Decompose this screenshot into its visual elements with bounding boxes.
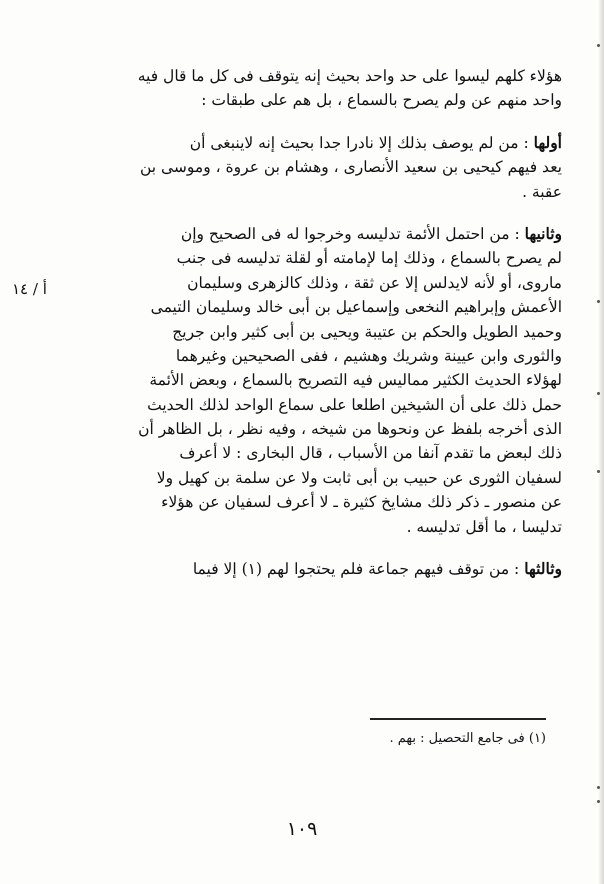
- main-text: [30, 64, 562, 581]
- text-line: يعد فيهم كيحيى بن سعيد الأنصارى ، وهشام بن عروة ، وموسى بن: [139, 158, 562, 177]
- text-line: عقبة .: [522, 182, 562, 201]
- text-line: عن منصور ـ ذكر ذلك مشايخ كثيرة ـ لا أعرف لسفيان عن هؤلاء: [161, 493, 562, 512]
- footnote: (١) فى جامع التحصيل : بهم .: [389, 731, 546, 746]
- paragraph-lead-word: وثانيها: [524, 223, 562, 243]
- edge-speck: [597, 44, 600, 47]
- text-line: هؤلاء كلهم ليسوا على حد واحد بحيث إنه يتوقف فى كل ما قال فيه: [137, 67, 562, 85]
- paragraph-gap: [30, 204, 562, 222]
- text-line: الذى أخرجه بلفظ عن ونحوها من شيخه ، وفيه نظر ، بل الظاهر أن: [138, 420, 562, 439]
- text-line: [30, 131, 562, 155]
- text-line: ماروى، أو لأنه لايدلس إلا عن ثقة ، وذلك كالزهرى وسليمان: [187, 273, 562, 292]
- text-line: الأعمش وإبراهيم النخعى وإسماعيل بن أبى خالد وسليمان التيمى: [150, 298, 562, 317]
- paragraph-lead-word: وثالثها: [524, 559, 562, 579]
- page-number: ١٠٩: [286, 818, 318, 840]
- text-line: [30, 222, 562, 246]
- paragraph-first: [30, 131, 562, 204]
- manuscript-folio-note: أ / ١٤: [12, 280, 47, 298]
- text-line: لم يصرح بالسماع ، وذلك إما لإمامته أو لقلة تدليسه فى جنب: [176, 249, 562, 268]
- paragraph-gap: [30, 539, 562, 557]
- text-line: واحد منهم عن ولم يصرح بالسماع ، بل هم على طبقات :: [201, 91, 562, 110]
- text-line: ذلك لبعض ما تقدم آنفا من الأسباب ، قال البخارى : لا أعرف: [179, 444, 562, 463]
- edge-speck: [597, 392, 600, 395]
- text-run: : من احتمل الأئمة تدليسه وخرجوا له فى الصحيح وإن: [180, 224, 525, 243]
- edge-speck: [597, 800, 600, 803]
- text-line: لهؤلاء الحديث الكثير مماليس فيه التصريح بالسماع ، وبعض الأئمة: [149, 371, 562, 390]
- paragraph-third: [30, 557, 562, 581]
- edge-speck: [597, 300, 600, 303]
- text-line: والثورى وابن عيينة وشريك وهشيم ، ففى الصحيحين وغيرهما: [175, 346, 562, 365]
- text-line: حمل ذلك على أن الشيخين اطلعا على سماع الواحد لذلك الحديث: [147, 395, 562, 414]
- edge-speck: [597, 786, 600, 789]
- text-line: [30, 557, 562, 581]
- text-line: وحميد الطويل والحكم بن عتيبة ويحيى بن أبى كثير وابن جريج: [172, 322, 562, 341]
- paragraph-second: [30, 222, 562, 539]
- edge-speck: [597, 470, 600, 473]
- page-edge-shadow: [598, 0, 604, 884]
- text-run: : من توقف فيهم جماعة فلم يحتجوا لهم (١) إلا فيما: [192, 560, 525, 579]
- text-line: تدليسا ، ما أقل تدليسه .: [406, 517, 562, 536]
- text-run: : من لم يوصف بذلك إلا نادرا جدا بحيث إنه لاينبغى أن: [189, 133, 534, 152]
- footnote-separator: [370, 718, 546, 720]
- text-line: لسفيان الثورى عن حبيب بن أبى ثابت ولا عن سلمة بن كهيل ولا: [156, 468, 562, 487]
- paragraph-gap: [30, 113, 562, 131]
- paragraph-intro: [30, 64, 562, 113]
- paragraph-lead-word: أولها: [533, 132, 562, 152]
